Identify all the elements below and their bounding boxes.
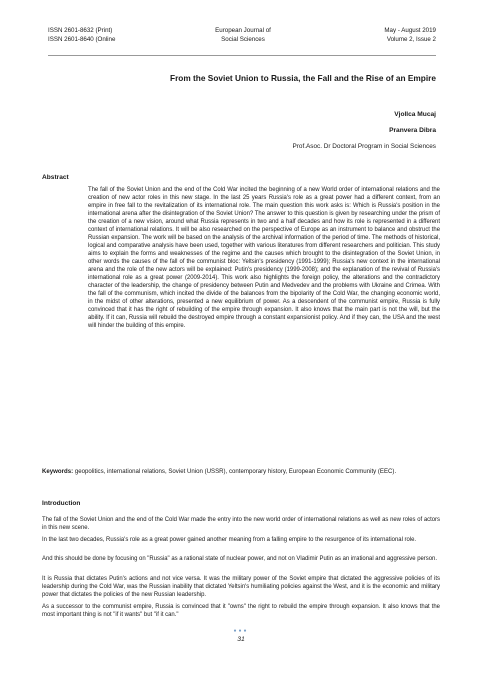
- abstract-heading: Abstract: [42, 174, 69, 181]
- journal-name-line1: European Journal of: [215, 27, 271, 34]
- issue-volume: Volume 2, Issue 2: [386, 35, 436, 43]
- intro-paragraph-1: The fall of the Soviet Union and the end of the Cold War made the entry into the new world order of international relations as well as new roles of actors in this new scene.: [42, 517, 440, 531]
- header-divider: [48, 55, 436, 56]
- introduction-heading: Introduction: [42, 500, 81, 507]
- issn-print: ISSN 2601-8632 (Print): [48, 27, 113, 34]
- journal-header: [48, 27, 436, 51]
- journal-name: [203, 27, 283, 44]
- intro-paragraph-5: As a successor to the communist empire, Russia is convinced that it "owns" the right to rebuild the empire through expansion. It also knows that the most important thing is not "if it wants" but "if it can.": [42, 604, 440, 618]
- keywords-list: geopolitics, international relations, Soviet Union (USSR), contemporary history, European Economic Community (EEC).: [74, 468, 397, 475]
- page-number: 31: [237, 636, 245, 643]
- page-ornament-dots: ●●●: [233, 628, 249, 634]
- intro-paragraph-4: It is Russia that dictates Putin's actions and not vice versa. It was the military power of the Soviet empire that dictated the aggressive policies of its leadership during the Cold War, was the Russian inability that dictated Yeltsin's humiliating policies against the West, and it is the economic and military power that dictates the policies of the new Russian leadership.: [42, 576, 440, 598]
- article-title: From the Soviet Union to Russia, the Fall and the Rise of an Empire: [170, 73, 436, 83]
- author-1: Vjollca Mucaj: [394, 111, 436, 118]
- issue-date: May - August 2019: [384, 27, 436, 34]
- issn-online: ISSN 2601-8640 (Online: [48, 35, 116, 43]
- author-affiliation: Prof.Asoc. Dr Doctoral Program in Social Sciences: [292, 143, 436, 150]
- intro-paragraph-2: In the last two decades, Russia's role as a great power gained another meaning from a falling empire to the resurgence of its international role.: [42, 537, 417, 543]
- keywords: [42, 468, 440, 476]
- author-2: Pranvera Dibra: [389, 127, 436, 134]
- issue-info: [384, 27, 436, 44]
- keywords-label: Keywords:: [42, 468, 74, 475]
- issn-block: [48, 27, 115, 44]
- intro-paragraph-3: And this should be done by focusing on "Russia" as a rational state of nuclear power, and not on Vladimir Putin as an irrational and aggressive person.: [42, 556, 438, 562]
- journal-name-line2: Social Sciences: [221, 35, 265, 43]
- abstract-text: The fall of the Soviet Union and the end of the Cold War incited the beginning of a new World order of international relations and the creation of new actor roles in this new stage. In the last 25 years Russia's role as a great power had a different context, from an empire in free fall to the revitalization of its international role. The main question this work asks is: Which is Russia's position in the international arena after the disintegration of the Soviet Union? The answer to this question is given by researching under the prism of the creation of a new vision, around what Russia represents in two and a half decades and how its role is represented in a different context of international relations. It will be also researched on the perspective of Europe as an instrument to balance and obstruct the Russian expansion. The work will be based on the analysis of the archival information of the period of time. The methods of historical, logical and comparative analysis have been used, together with various literatures from different researchers and politician. This study aims to explain the forms and weaknesses of the regime and the causes which brought to the disintegration of the Soviet Union, in other words the causes of the fall of the communist bloc: Yeltsin's presidency (1991-1999); Russia's new context in the international arena and the role of the new actors will be explained: Putin's presidency (1999-2008); and the explanation of the revival of Russia's international role as a great power (2009-2014). This work also highlights the foreign policy, the alterations and the contradictory character of the leadership, the change of presidency between Putin and Medvedev and the problems with Ukraine and Crimea. With the fall of the communism, which incited the divide of the balances from the bipolarity of the Cold War, the changing economic world, in the midst of other alterations, presented a new equilibrium of power. As a descendent of the communist empire, Russia is fully convinced that it has the right of rebuilding of the empire through expansion. It also knows that the main part is not the will, but the ability. If it can, Russia will rebuild the destroyed empire through a constant expansionist policy. And if they can, the USA and the west will hinder the building of this empire.: [88, 187, 440, 329]
